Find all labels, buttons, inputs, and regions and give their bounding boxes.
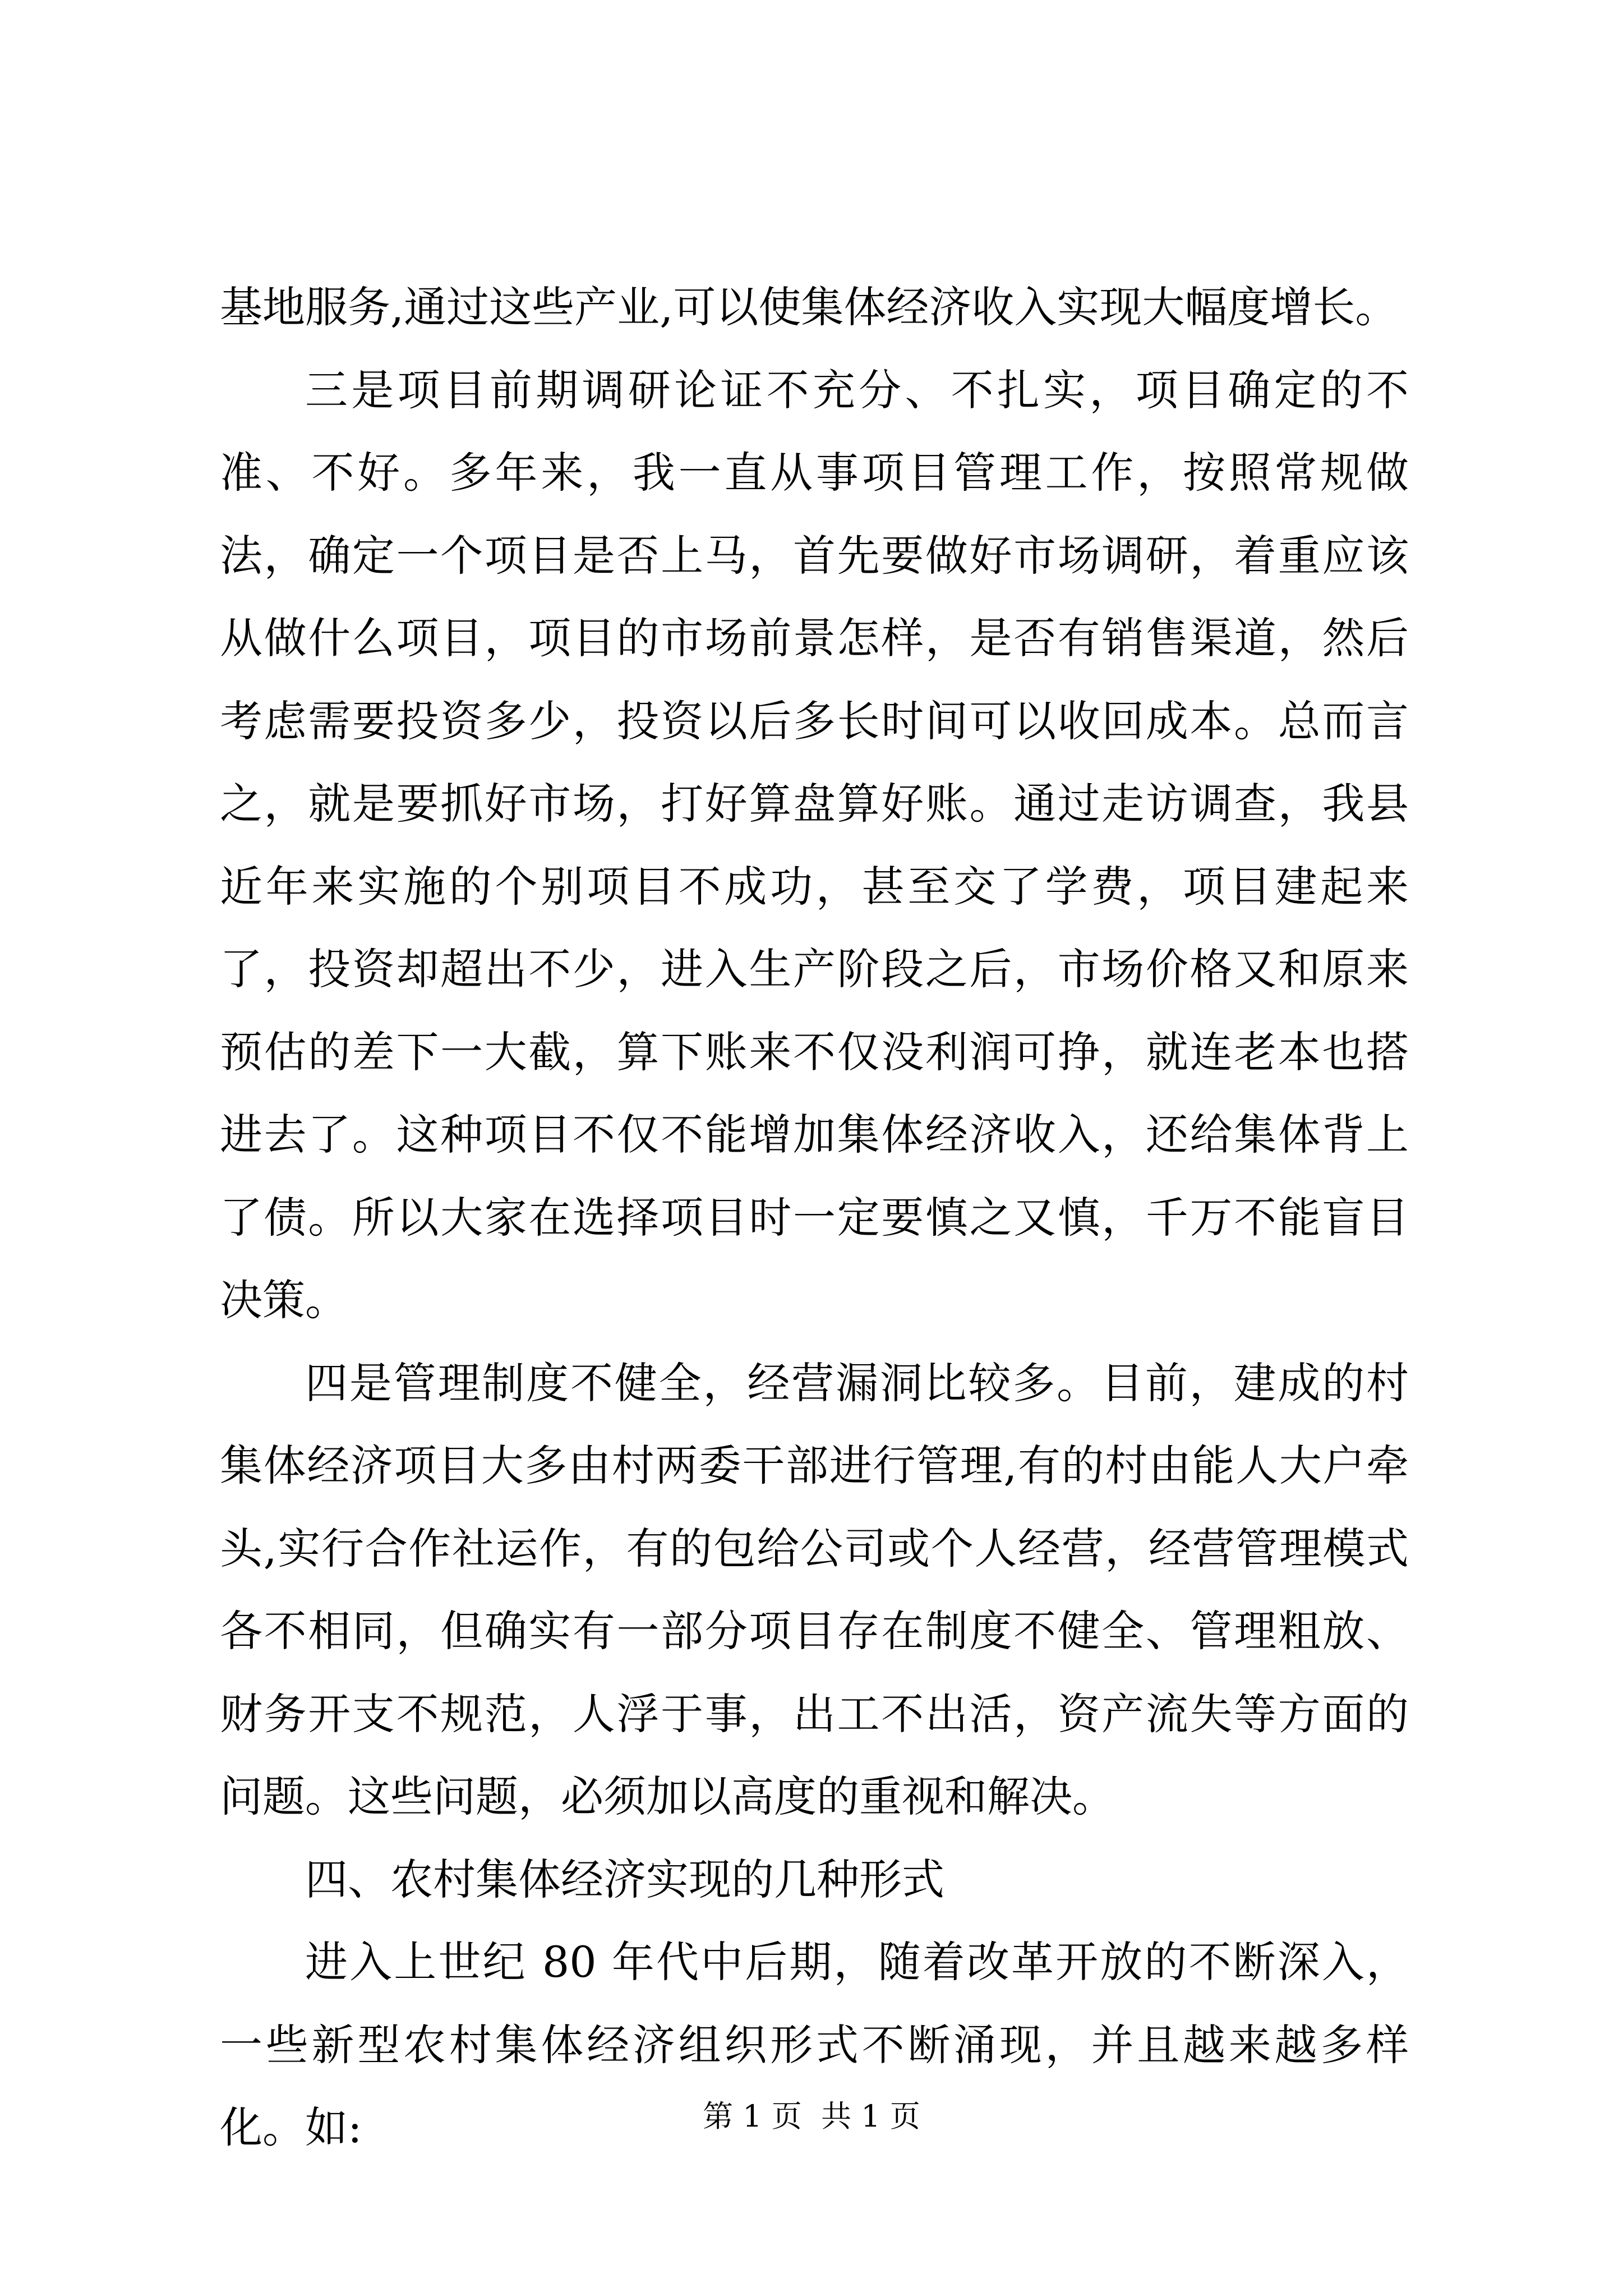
paragraph-management-system: 四是管理制度不健全，经营漏洞比较多。目前，建成的村集体经济项目大多由村两委干部进行管理,有的村由能人大户牵头,实行合作社运作，有的包给公司或个人经营，经营管理模式各不相同，但确实有一部分项目存在制度不健全、管理粗放、财务开支不规范，人浮于事，出工不出活，资产流失等方面的问题。这些问题，必须加以高度的重视和解决。 <box>220 1358 1409 1821</box>
page-number-label: 第 1 页 共 1 页 <box>703 2099 920 2134</box>
paragraph-continuation: 基地服务,通过这些产业,可以使集体经济收入实现大幅度增长。 <box>220 282 1398 332</box>
page-footer <box>0 2097 1623 2136</box>
document-body <box>220 266 1409 2169</box>
paragraph-new-forms: 进入上世纪 80 年代中后期，随着改革开放的不断深入，一些新型农村集体经济组织形式不断涌现，并且越来越多样化。如: <box>220 1937 1409 2152</box>
section-heading: 四、农村集体经济实现的几种形式 <box>305 1854 944 1904</box>
paragraph-project-research: 三是项目前期调研论证不充分、不扎实，项目确定的不准、不好。多年来，我一直从事项目管理工作，按照常规做法，确定一个项目是否上马，首先要做好市场调研，着重应该从做什么项目，项目的市场前景怎样，是否有销售渠道，然后考虑需要投资多少，投资以后多长时间可以收回成本。总而言之，就是要抓好市场，打好算盘算好账。通过走访调查，我县近年来实施的个别项目不成功，甚至交了学费，项目建起来了，投资却超出不少，进入生产阶段之后，市场价格又和原来预估的差下一大截，算下账来不仅没利润可挣，就连老本也搭进去了。这种项目不仅不能增加集体经济收入，还给集体背上了债。所以大家在选择项目时一定要慎之又慎，千万不能盲目决策。 <box>220 365 1409 1325</box>
